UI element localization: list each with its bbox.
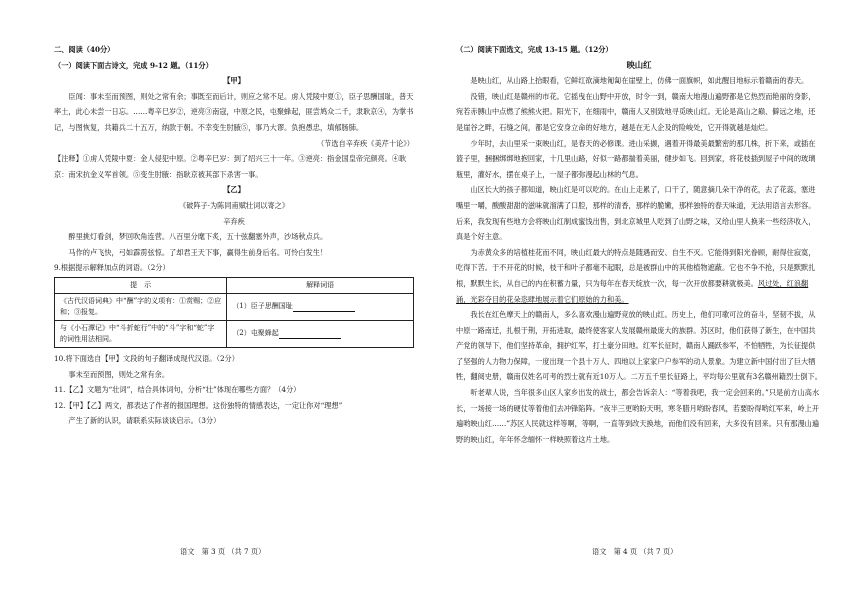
article-paragraph-3: 少年时，去山里采一束映山红，是春天的必修课。进山采撷，遇着开得最美最繁密的那几株，折下来，或插在篮子里，捆捆绑绑地抱回家，十几里山路，好似一路都揣着美丽，健步如飞。回到家，将花枝插到屋子中间的玻璃瓶里，灌好水，摆在桌子上，一屋子都弥漫起山林的气息。 [456, 138, 816, 179]
article-paragraph-5-text: 为赤黄众多的培植桂花而不同，映山红最大的特点是随遇而安、自生不灭。它能得到阳光眷顾，耐得住寂寞，吃得下苦。于不开花的时候，枝干和叶子都毫不起眼，总是被群山中的其他植物遮蔽。它也不争不抢，只是默默扎根，默默生长，从自己的内在积蓄力量，只为每年在春天绽放一次，每一次开放都要耕就极美。 [456, 247, 816, 288]
jia-label: 【甲】 [223, 76, 245, 86]
row1-blank[interactable] [293, 303, 355, 312]
yi-label: 【乙】 [223, 185, 245, 195]
question-9: 9.根据提示解释加点的词语。（2分） [54, 263, 170, 273]
part2-heading: （二）阅读下面选文，完成 13-15 题。（12分） [456, 45, 613, 54]
table-header-hint: 提 示 [55, 277, 227, 293]
article-paragraph-5 [456, 245, 822, 307]
jia-note: 【注释】①虏人凭陵中夏：金人侵犯中原。②粤辛巳岁：到了绍兴三十一年。③逆亮：指金国皇帝完颜亮。④耿京：南宋抗金义军首领。⑤变生肘腋：指耿京被其部下杀害一事。 [54, 154, 407, 179]
row1-hint: 《古代汉语词典》中“酬”字的义项有：①赏赐；②应和；③报复。 [55, 293, 227, 320]
underlined-sentence: 风过处，红浪翻涌，光彩夺目的花朵恣肆地展示着它们原始的力和美。 [456, 278, 809, 304]
yi-line-2: 马作的卢飞快，弓如霹雳弦惊。了却君王天下事，赢得生前身后名。可怜白发生！ [68, 247, 328, 257]
article-paragraph-1: 是映山红，从山路上拾眼看，它鲜红欲滴地匍匐在崖壁上，仿佛一面旗帜，如此醒目地标示着赣南的春天。 [470, 76, 809, 86]
question-10: 10.将下面选自【甲】文段的句子翻译成现代汉语。（2分） [54, 353, 239, 363]
question-11: 11.【乙】文题为“壮词”，结合具体词句，分析“壮”体现在哪些方面？（4分） [54, 385, 301, 395]
article-paragraph-4: 山区长大的孩子都知道，映山红是可以吃的。在山上走累了，口干了，随意摘几朵干净的花，去了花蕊，塞进嘴里一嚼，酸酸甜甜的滋味就溜满了口腔，那样的清香，那样的脆嫩，那样独特的春天味道，无法用语言去形容。后来，我发现有些地方会将映山红制成蜜饯出售，到北京城里人吃到了山野之味，又给山里人换来一些经济收入，真是个好主意。 [456, 185, 816, 242]
jia-text: 臣闻：事未至而预图，则处之常有余；事既至而后计，则应之常不足。虏人凭陵中夏①，臣子思酬国耻，普天率土，此心未尝一日忘。……粤辛巳岁②，逆亮③南寇，中原之民，屯聚蜂起，匪尝鸠众二千，隶耿京④，为掌书记，与图恢复，共籍兵二十五万，纳款于朝。不幸变生肘腋⑤，事乃大谬。负抱愚忠，填郁肠肺。 [54, 91, 414, 132]
jia-source: （节选自辛弃疾《美芹十论》） [316, 138, 414, 148]
article-paragraph-7: 听老辈人说，当年很多山区人家乡出发的战士，都会告诉亲人：“等着我吧，我一定会回来的。”只是前方山高水长，一场接一场的硬仗等着他们去冲锋陷阵。“夜半三更哟盼天明，寒冬腊月哟盼春风，若要盼得哟红军来，岭上开遍哟映山红……”苏区人民就这样等啊，等啊，一直等到改天换地，而他们没有回来，大多没有回来。只有那漫山遍野的映山红，年年怀念缅怀一样映照着这片土地。 [456, 388, 820, 444]
table-header-explain: 解释词语 [227, 277, 414, 293]
yi-line-1: 醉里挑灯看剑，梦回吹角连营。八百里分麾下炙，五十弦翻塞外声，沙场秋点兵。 [68, 232, 328, 242]
q9-table [54, 277, 414, 348]
row1-answer [227, 293, 414, 320]
article-paragraph-6: 我长在红色摩天上的赣南人，多么喜欢漫山遍野竞放的映山红。历史上，他们可歌可泣的奋斗，坚韧不拔，从中原一路南迁，扎根于荆，开拓进取，最终使客家人发展赣州最庞大的族群。苏区时，他们获得了新生，在中国共产党的领导下，他们坚持革命，拥护红军，打土豪分田地。红军长征时，赣南人踊跃参军，不怕牺牲，为长征提供了坚强的人力物力保障，一度出现一个县十万人、四地以上家家户户参军的动人景象。为建立新中国付出了巨大牺牲，翻阅史册，赣南仅姓名可考的烈士就有近10万人。二万五千里长征路上，平均每公里就有3名赣州籍烈士倒下。 [456, 310, 822, 382]
row1-label: （1）臣子思酬国耻 [232, 302, 293, 311]
yi-author: 辛弃疾 [223, 216, 245, 226]
row2-hint: 与《小石潭记》中“斗折蛇行”中的“斗”字和“蛇”字的词性用法相同。 [55, 320, 227, 347]
row2-blank[interactable] [279, 330, 341, 339]
question-12-line-2: 产生了新的认识，请联系实际谈谈启示。（3分） [68, 416, 221, 426]
article-title: 映山红 [626, 59, 652, 70]
right-page-footer: 语文 第 4 页 （共 7 页） [592, 547, 678, 556]
row2-answer [227, 320, 414, 347]
row2-label: （2）屯聚蜂起 [232, 329, 279, 338]
part1-heading: （一）阅读下面古诗文，完成 9-12 题。（11分） [54, 60, 213, 70]
yi-title: 《破阵子·为陈同甫赋壮词以寄之》 [178, 200, 290, 210]
left-page-footer: 语文 第 3 页 （共 7 页） [180, 547, 266, 556]
left-column [54, 42, 414, 429]
right-column [456, 42, 822, 447]
section-heading: 二、阅读（40分） [54, 45, 115, 54]
question-10-sentence: 事未至而预图，则处之常有余。 [68, 369, 170, 379]
article-paragraph-2: 没错，映山红是赣州的市花。它摇曳在山野中开放，时令一到，赣南大地漫山遍野都是它热烈而艳丽的身影，宛若赤膊山中点燃了熊熊火把。阳光下，在细雨中，赣南人又别致地寻觅映山红。无论是高山之巅、僻远之地，还是崖谷之畔，石缝之间，都是它安身立命的好地方，越是在无人企及的险峻处，它开得就越是灿烂。 [456, 91, 816, 132]
question-12-line-1: 12.【甲】【乙】两文，都表达了作者的报国理想。这份独特的情感表达，一定让你对“理想” [54, 400, 343, 410]
